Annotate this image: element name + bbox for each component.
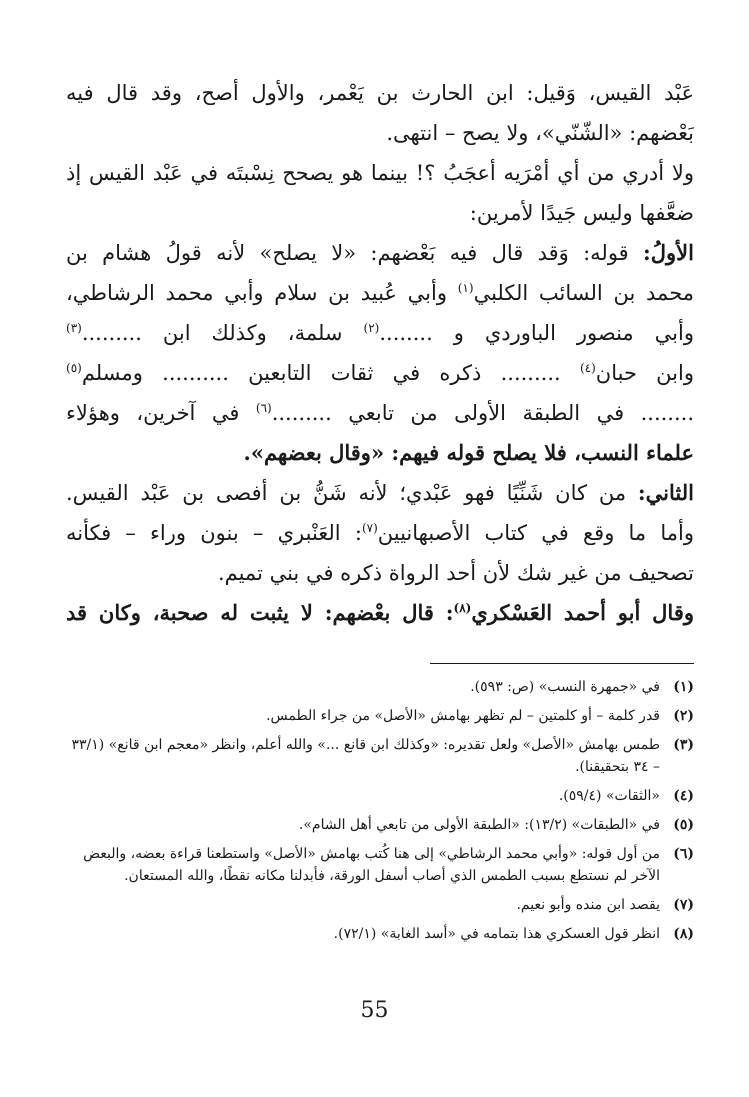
line-text: تصحيف من غير شك لأن أحد الرواة ذكره في بني تميم. [217, 561, 694, 585]
line-text: في آخرين، وهؤلاء [66, 401, 256, 425]
footnote-ref[interactable]: (٥) [66, 361, 82, 375]
line-text: سلمة، وكذلك ابن ......... [81, 321, 364, 345]
text-line [66, 198, 694, 238]
line-text: من كان شَنِّيًا فهو عَبْدي؛ لأنه شَنُّ بن أفصى بن عَبْد القيس. [66, 481, 638, 505]
text-line [66, 478, 694, 518]
line-text: وأبي عُبيد بن سلام وأبي محمد الرشاطي، [66, 281, 458, 305]
section-label: الثاني: [637, 480, 694, 505]
footnote-ref[interactable]: (٦) [255, 401, 272, 415]
line-text: ......... ذكره في ثقات التابعين .......... ومسلم [81, 361, 580, 385]
line-text: قوله: وَقد قال فيه بَعْضهم: «لا يصلح» لأنه قولُ هشام بن [66, 241, 644, 265]
line-text: وأما ما وقع في كتاب الأصبهانيين [377, 521, 694, 545]
footnote-ref[interactable]: (١) [457, 281, 474, 295]
text-line [66, 518, 694, 558]
footnote-text: طمس بهامش «الأصل» ولعل تقديره: «وكذلك ابن قانع ...» والله أعلم، وانظر «معجم ابن قانع» (٣٣/١ – ٣٤ بتحقيقنا). [71, 737, 660, 775]
line-text: ........ في الطبقة الأولى من تابعي ......... [271, 401, 694, 425]
footnote-number: (٤) [673, 788, 694, 804]
line-text: ولا أدري من أي أمْرَيه أعجَبُ ؟! بينما هو يصحح نِسْبتَه في عَبْد القيس إذ [66, 161, 694, 185]
line-text: وأبي منصور الباوردي و ........ [379, 321, 694, 345]
section-label: الأولُ: [643, 240, 694, 265]
footnote [66, 785, 694, 807]
footnote-text: في «الطبقات» (١٣/٢): «الطبقة الأولى من تابعي أهل الشام». [298, 817, 660, 833]
line-text: علماء النسب، فلا يصلح قوله فيهم: «وقال بعضهم». [243, 440, 694, 465]
line-text: وابن حبان [595, 361, 694, 385]
footnote-ref[interactable]: (٣) [66, 321, 82, 335]
text-line [66, 318, 694, 358]
line-text: : العَنْبري – بنون وراء – فكأنه [66, 521, 362, 545]
footnote [66, 734, 694, 778]
footnote-text: في «جمهرة النسب» (ص: ٥٩٣). [470, 679, 660, 695]
footnote-text: انظر قول العسكري هذا بتمامه في «أسد الغابة» (٧٢/١). [333, 926, 660, 942]
line-text: بَعْضهم: «الشّنّي»، ولا يصح – انتهى. [386, 121, 694, 145]
line-text: : قال بعْضهم: لا يثبت له صحبة، وكان قد [66, 600, 454, 625]
footnote [66, 894, 694, 916]
footnote [66, 705, 694, 727]
text-line [66, 278, 694, 318]
footnote-text: قدر كلمة – أو كلمتين – لم تظهر بهامش «الأصل» من جراء الطمس. [266, 708, 660, 724]
text-line [66, 438, 694, 478]
footnote-number: (٢) [673, 708, 694, 724]
footnote-number: (٥) [673, 817, 694, 833]
footnote-ref[interactable]: (٤) [579, 361, 596, 375]
footnote [66, 676, 694, 698]
footnote-text: يقصد ابن منده وأبو نعيم. [516, 897, 660, 913]
main-text [66, 78, 694, 638]
footnotes [66, 676, 694, 952]
text-line [66, 78, 694, 118]
text-line [66, 598, 694, 638]
text-line [66, 558, 694, 598]
line-text: عَبْد القيس، وَقيل: ابن الحارث بن يَعْمر، والأول أصح، وقد قال فيه [66, 81, 694, 105]
footnote-separator [430, 663, 694, 664]
text-line [66, 158, 694, 198]
text-line [66, 118, 694, 158]
line-text: ضعَّفها وليس جَيدًا لأمرين: [469, 201, 694, 225]
line-text: وقال أبو أحمد العَسْكري [471, 600, 694, 625]
footnote-text: «الثقات» (٥٩/٤). [558, 788, 660, 804]
footnote-number: (٣) [673, 737, 694, 753]
footnote-number: (٧) [673, 897, 694, 913]
line-text: محمد بن السائب الكلبي [473, 281, 694, 305]
text-line [66, 358, 694, 398]
footnote-number: (١) [673, 679, 694, 695]
footnote [66, 923, 694, 945]
footnote [66, 843, 694, 887]
footnote [66, 814, 694, 836]
page-number: 55 [360, 998, 389, 1023]
text-line [66, 238, 694, 278]
text-line [66, 398, 694, 438]
footnote-text: من أول قوله: «وأبي محمد الرشاطي» إلى هنا كُتب بهامش «الأصل» واستطعنا قراءة بعضه، والبعض الآخر لم نستطع بسبب الطمس الذي أصاب أسفل الورقة، فأبدلنا مكانه نقطًا، والله المستعان. [83, 846, 660, 884]
footnote-ref[interactable]: (٨) [453, 601, 472, 615]
footnote-number: (٦) [673, 846, 694, 862]
footnote-ref[interactable]: (٢) [363, 321, 380, 335]
footnote-number: (٨) [673, 926, 694, 942]
footnote-ref[interactable]: (٧) [361, 521, 378, 535]
